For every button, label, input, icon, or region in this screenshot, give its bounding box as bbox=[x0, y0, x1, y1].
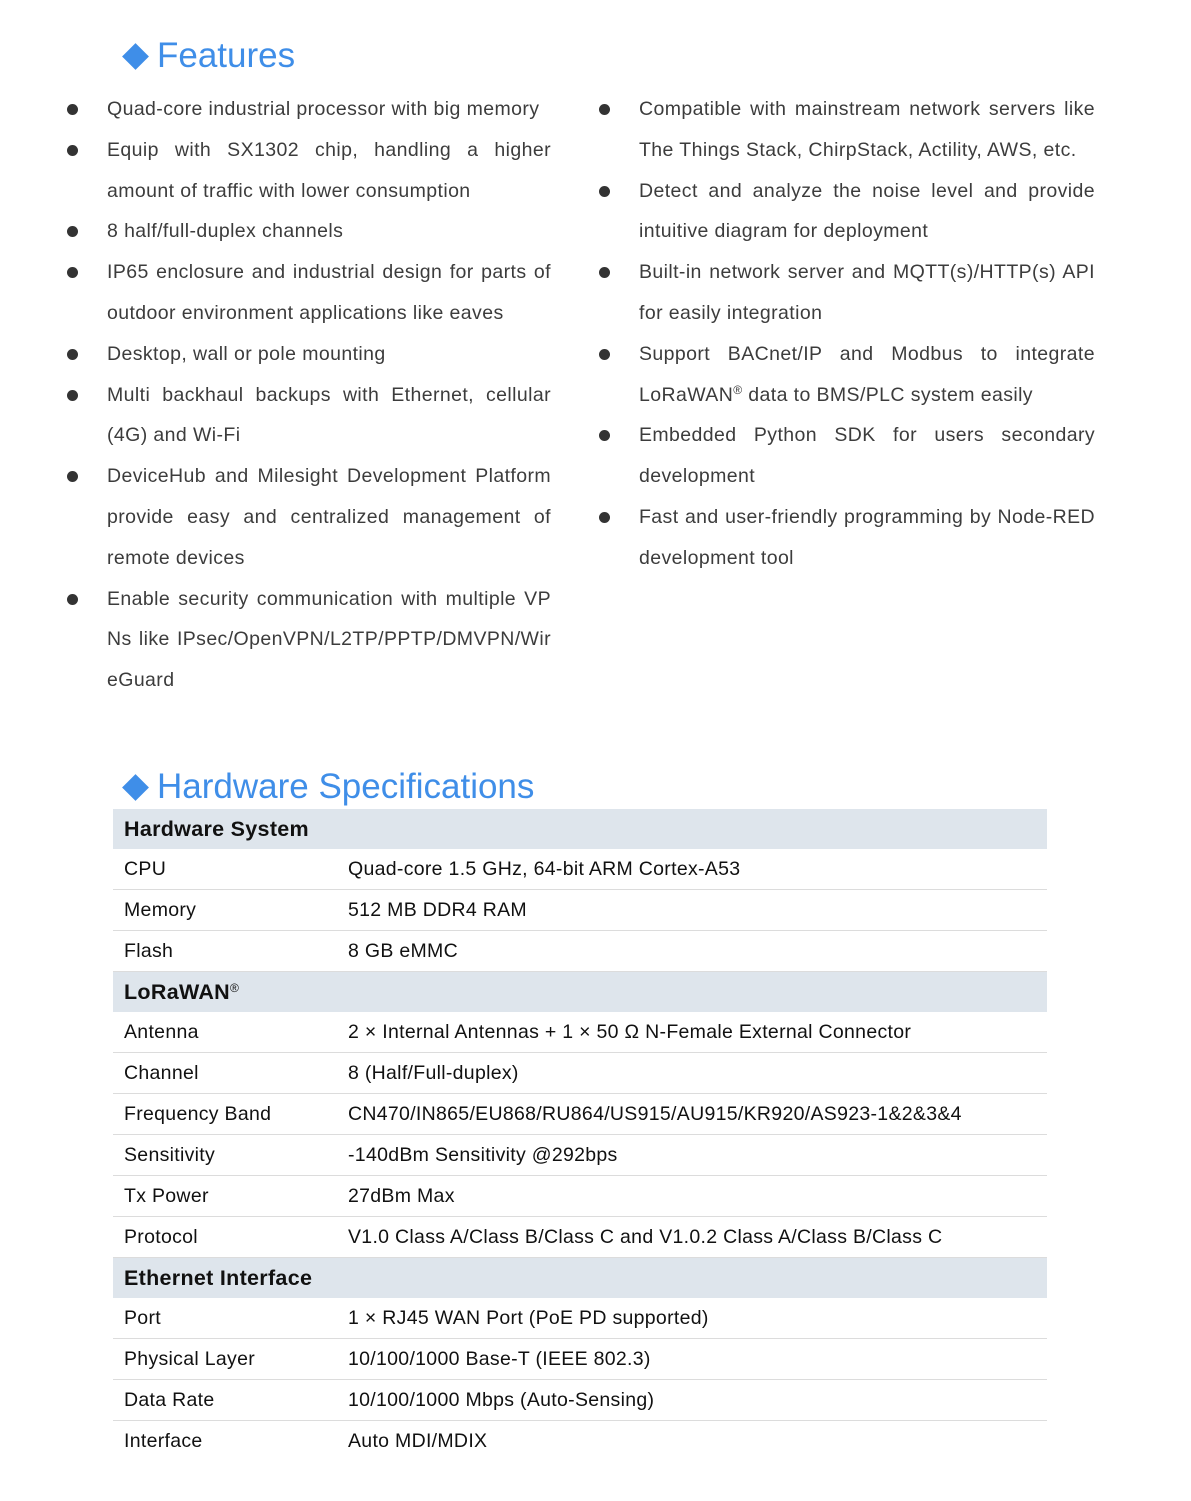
spec-row bbox=[113, 849, 1047, 890]
feature-item: Quad-core industrial processor with big memory bbox=[62, 89, 551, 130]
spec-value: 1 × RJ45 WAN Port (PoE PD supported) bbox=[337, 1298, 1047, 1339]
spec-value: 10/100/1000 Base-T (IEEE 802.3) bbox=[337, 1339, 1047, 1380]
bullet-icon bbox=[67, 349, 78, 360]
spec-row bbox=[113, 1217, 1047, 1258]
spec-row bbox=[113, 1339, 1047, 1380]
spec-key: Physical Layer bbox=[113, 1339, 337, 1380]
spec-value: V1.0 Class A/Class B/Class C and V1.0.2 Class A/Class B/Class C bbox=[337, 1217, 1047, 1258]
diamond-icon bbox=[122, 43, 149, 70]
bullet-icon bbox=[67, 145, 78, 156]
spec-key: Memory bbox=[113, 890, 337, 931]
feature-item: Support BACnet/IP and Modbus to integrate LoRaWAN® data to BMS/PLC system easily bbox=[594, 334, 1095, 416]
feature-item: DeviceHub and Milesight Development Platform provide easy and centralized management of remote devices bbox=[62, 456, 551, 578]
bullet-icon bbox=[599, 104, 610, 115]
spec-value: -140dBm Sensitivity @292bps bbox=[337, 1135, 1047, 1176]
spec-key: CPU bbox=[113, 849, 337, 890]
spec-key: Channel bbox=[113, 1053, 337, 1094]
bullet-icon bbox=[67, 594, 78, 605]
feature-item: IP65 enclosure and industrial design for parts of outdoor environment applications like eaves bbox=[62, 252, 551, 334]
feature-item: Equip with SX1302 chip, handling a higher amount of traffic with lower consumption bbox=[62, 130, 551, 212]
feature-item: Built-in network server and MQTT(s)/HTTP(s) API for easily integration bbox=[594, 252, 1095, 334]
spec-group-header: Hardware System bbox=[113, 809, 1047, 849]
bullet-icon bbox=[599, 430, 610, 441]
spec-value: CN470/IN865/EU868/RU864/US915/AU915/KR920/AS923-1&2&3&4 bbox=[337, 1094, 1047, 1135]
spec-key: Tx Power bbox=[113, 1176, 337, 1217]
spec-value: 8 (Half/Full-duplex) bbox=[337, 1053, 1047, 1094]
spec-value: 27dBm Max bbox=[337, 1176, 1047, 1217]
feature-item: Fast and user-friendly programming by Node-RED development tool bbox=[594, 497, 1095, 579]
spec-row bbox=[113, 890, 1047, 931]
spec-group-header: Ethernet Interface bbox=[113, 1258, 1047, 1299]
spec-value: Auto MDI/MDIX bbox=[348, 1429, 488, 1452]
hardware-heading bbox=[120, 767, 534, 807]
spec-row bbox=[113, 1094, 1047, 1135]
spec-value: 8 GB eMMC bbox=[337, 931, 1047, 972]
spec-value: Quad-core 1.5 GHz, 64-bit ARM Cortex-A53 bbox=[337, 849, 1047, 890]
feature-item: 8 half/full-duplex channels bbox=[62, 211, 551, 252]
feature-item: Multi backhaul backups with Ethernet, cellular (4G) and Wi-Fi bbox=[62, 375, 551, 457]
bullet-icon bbox=[599, 349, 610, 360]
spec-row bbox=[113, 931, 1047, 972]
feature-item: Embedded Python SDK for users secondary development bbox=[594, 415, 1095, 497]
feature-item: Compatible with mainstream network servers like The Things Stack, ChirpStack, Actility, AWS, etc. bbox=[594, 89, 1095, 171]
spec-row bbox=[113, 1380, 1047, 1421]
spec-value: 10/100/1000 Mbps (Auto-Sensing) bbox=[337, 1380, 1047, 1421]
feature-item: Enable security communication with multiple VPNs like IPsec/OpenVPN/L2TP/PPTP/DMVPN/WireGuard bbox=[62, 579, 551, 701]
features-heading bbox=[120, 36, 295, 76]
spec-key: Data Rate bbox=[113, 1380, 337, 1421]
spec-value: 2 × Internal Antennas + 1 × 50 Ω N-Female External Connector bbox=[337, 1012, 1047, 1053]
feature-item: Desktop, wall or pole mounting bbox=[62, 334, 551, 375]
spec-key: Interface bbox=[124, 1429, 203, 1452]
bullet-icon bbox=[67, 104, 78, 115]
spec-row bbox=[113, 1298, 1047, 1339]
bullet-icon bbox=[67, 226, 78, 237]
spec-group-header: LoRaWAN® bbox=[113, 972, 1047, 1013]
features-left-column bbox=[62, 89, 551, 701]
bullet-icon bbox=[67, 267, 78, 278]
spec-row bbox=[113, 1135, 1047, 1176]
feature-item: Detect and analyze the noise level and provide intuitive diagram for deployment bbox=[594, 171, 1095, 253]
spec-row bbox=[113, 1421, 1047, 1462]
spec-key: Sensitivity bbox=[113, 1135, 337, 1176]
bullet-icon bbox=[67, 390, 78, 401]
spec-key: Protocol bbox=[113, 1217, 337, 1258]
spec-value: 512 MB DDR4 RAM bbox=[337, 890, 1047, 931]
spec-key: Frequency Band bbox=[113, 1094, 337, 1135]
features-right-column bbox=[594, 89, 1095, 579]
features-title: Features bbox=[157, 36, 296, 75]
spec-key: Antenna bbox=[113, 1012, 337, 1053]
spec-row bbox=[113, 1053, 1047, 1094]
bullet-icon bbox=[599, 512, 610, 523]
spec-row bbox=[113, 1012, 1047, 1053]
hardware-title: Hardware Specifications bbox=[157, 767, 535, 806]
bullet-icon bbox=[67, 471, 78, 482]
bullet-icon bbox=[599, 267, 610, 278]
hardware-spec-table bbox=[113, 809, 1047, 1461]
spec-key: Port bbox=[113, 1298, 337, 1339]
spec-row bbox=[113, 1176, 1047, 1217]
spec-key: Flash bbox=[113, 931, 337, 972]
diamond-icon bbox=[122, 774, 149, 801]
bullet-icon bbox=[599, 186, 610, 197]
